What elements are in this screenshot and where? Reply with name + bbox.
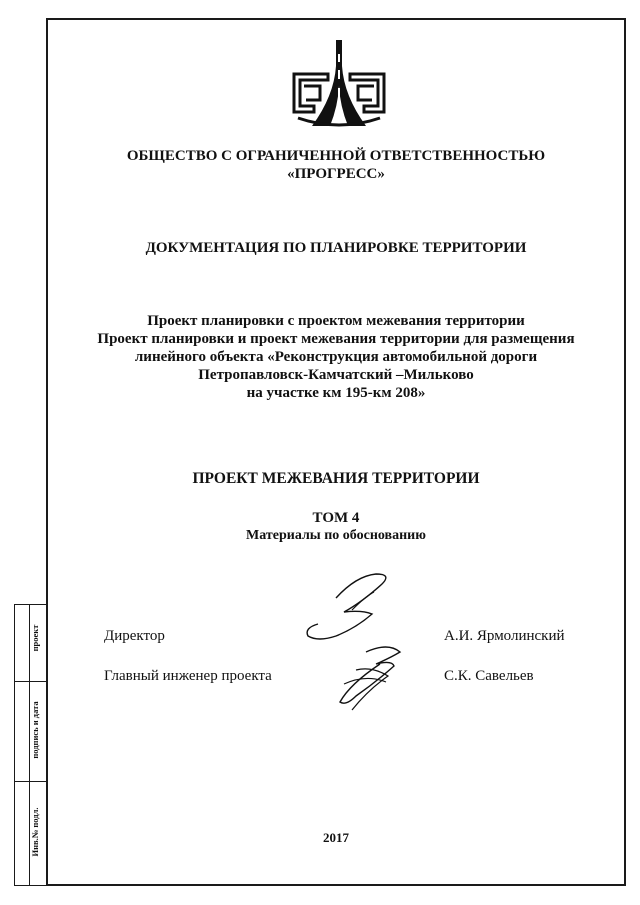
handwritten-signature-icon [296,566,426,726]
document-title: ДОКУМЕНТАЦИЯ ПО ПЛАНИРОВКЕ ТЕРРИТОРИИ [145,240,527,256]
road-logo-icon [284,36,394,136]
project-description-line: Петропавловск-Камчатский –Мильково [198,367,474,383]
document-year: 2017 [323,830,349,845]
organization-name-line2: «ПРОГРЕСС» [287,166,385,182]
signatory-name-director: А.И. Ярмолинский [444,628,565,644]
volume-subtitle: Материалы по обоснованию [246,528,426,543]
project-description [46,312,626,402]
side-stamp-inventory-label: Инв.№ подл. [30,807,40,857]
project-description-line: Проект планировки и проект межевания территории для размещения [97,331,575,347]
side-stamp-project-label: проект [30,624,40,652]
signatory-name-chief-engineer: С.К. Савельев [444,668,534,684]
organization-name-line1: ОБЩЕСТВО С ОГРАНИЧЕННОЙ ОТВЕТСТВЕННОСТЬЮ [126,148,546,164]
side-stamp-row-divider [15,781,48,782]
section-title: ПРОЕКТ МЕЖЕВАНИЯ ТЕРРИТОРИИ [192,470,480,487]
project-description-line: Проект планировки с проектом межевания территории [147,313,525,329]
signatory-role-chief-engineer: Главный инженер проекта [104,668,272,684]
signatory-role-director: Директор [104,628,165,644]
project-description-line: линейного объекта «Реконструкция автомобильной дороги [134,349,538,365]
side-stamp [14,604,48,886]
side-stamp-row-divider [15,681,48,682]
project-description-line: на участке км 195-км 208» [246,385,426,401]
side-stamp-signature-date-label: подпись и дата [30,701,40,759]
volume-number: ТОМ 4 [312,510,360,526]
